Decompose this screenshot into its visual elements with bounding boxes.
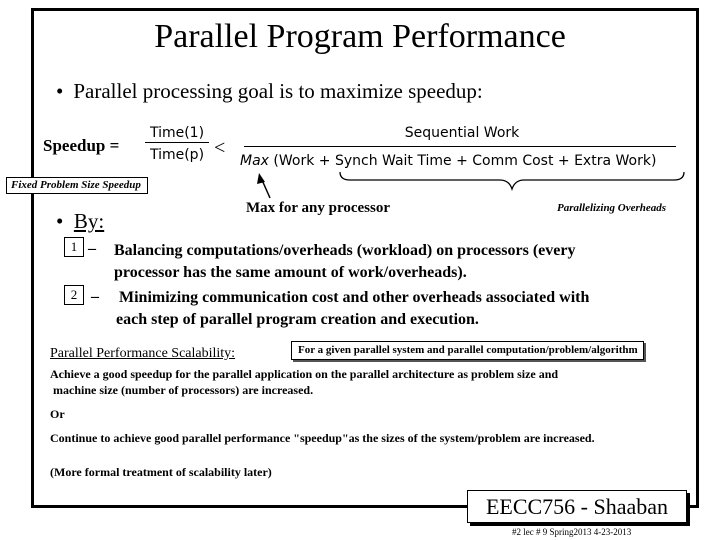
fixed-problem-size-box: Fixed Problem Size Speedup [6,177,148,194]
item-line: each step of parallel program creation and execution. [116,311,479,328]
item-line: Minimizing communication cost and other overheads associated with [119,289,590,306]
item-line: processor has the same amount of work/overheads). [114,264,467,281]
scalability-note: (More formal treatment of scalability later) [50,465,272,479]
scalability-label: Parallel Performance Scalability: [50,346,236,361]
timep-denominator: Time(p) [149,147,205,163]
scalability-paragraph [50,366,558,398]
item-line: Balancing computations/overheads (workload) on processors (every [114,242,576,259]
or-text: Or [50,407,65,421]
fraction-bar [244,146,676,147]
main-bullet-text: Parallel processing goal is to maximize speedup: [73,79,483,103]
by-label: By: [73,209,105,233]
paragraph-line: Achieve a good speedup for the parallel application on the parallel architecture as problem size and [50,367,559,381]
max-word: Max [240,153,269,169]
bullet-dot: • [56,79,64,103]
scalability-definition-box: For a given parallel system and parallel computation/problem/algorithm [291,341,644,360]
item-dash: – [91,288,99,305]
main-bullet [56,79,483,104]
paragraph-line: machine size (number of processors) are increased. [53,383,314,397]
list-item [116,287,589,331]
time1-numerator: Time(1) [145,125,209,143]
item-number-badge: 1 [64,237,84,257]
bullet-dot: • [56,209,74,233]
speedup-label: Speedup = [43,136,120,155]
course-footer-box: EECC756 - Shaaban [467,490,687,523]
lecture-footer-info: #2 lec # 9 Spring2013 4-23-2013 [512,527,632,537]
list-item [114,240,575,284]
item-number-badge: 2 [64,285,84,305]
parallelizing-overheads-note: Parallelizing Overheads [557,202,667,214]
less-than-sign: < [214,137,226,159]
continue-paragraph: Continue to achieve good parallel performance "speedup"as the sizes of the system/problem are increased. [50,431,595,445]
max-denominator [240,153,656,169]
sequential-work-numerator: Sequential Work [404,125,520,141]
by-bullet [56,209,104,234]
time-ratio-fraction [145,125,209,163]
slide-title: Parallel Program Performance [154,18,566,55]
max-any-processor-note: Max for any processor [246,200,391,216]
max-denominator-rest: (Work + Synch Wait Time + Comm Cost + Extra Work) [268,153,657,169]
item-dash: – [88,240,96,257]
